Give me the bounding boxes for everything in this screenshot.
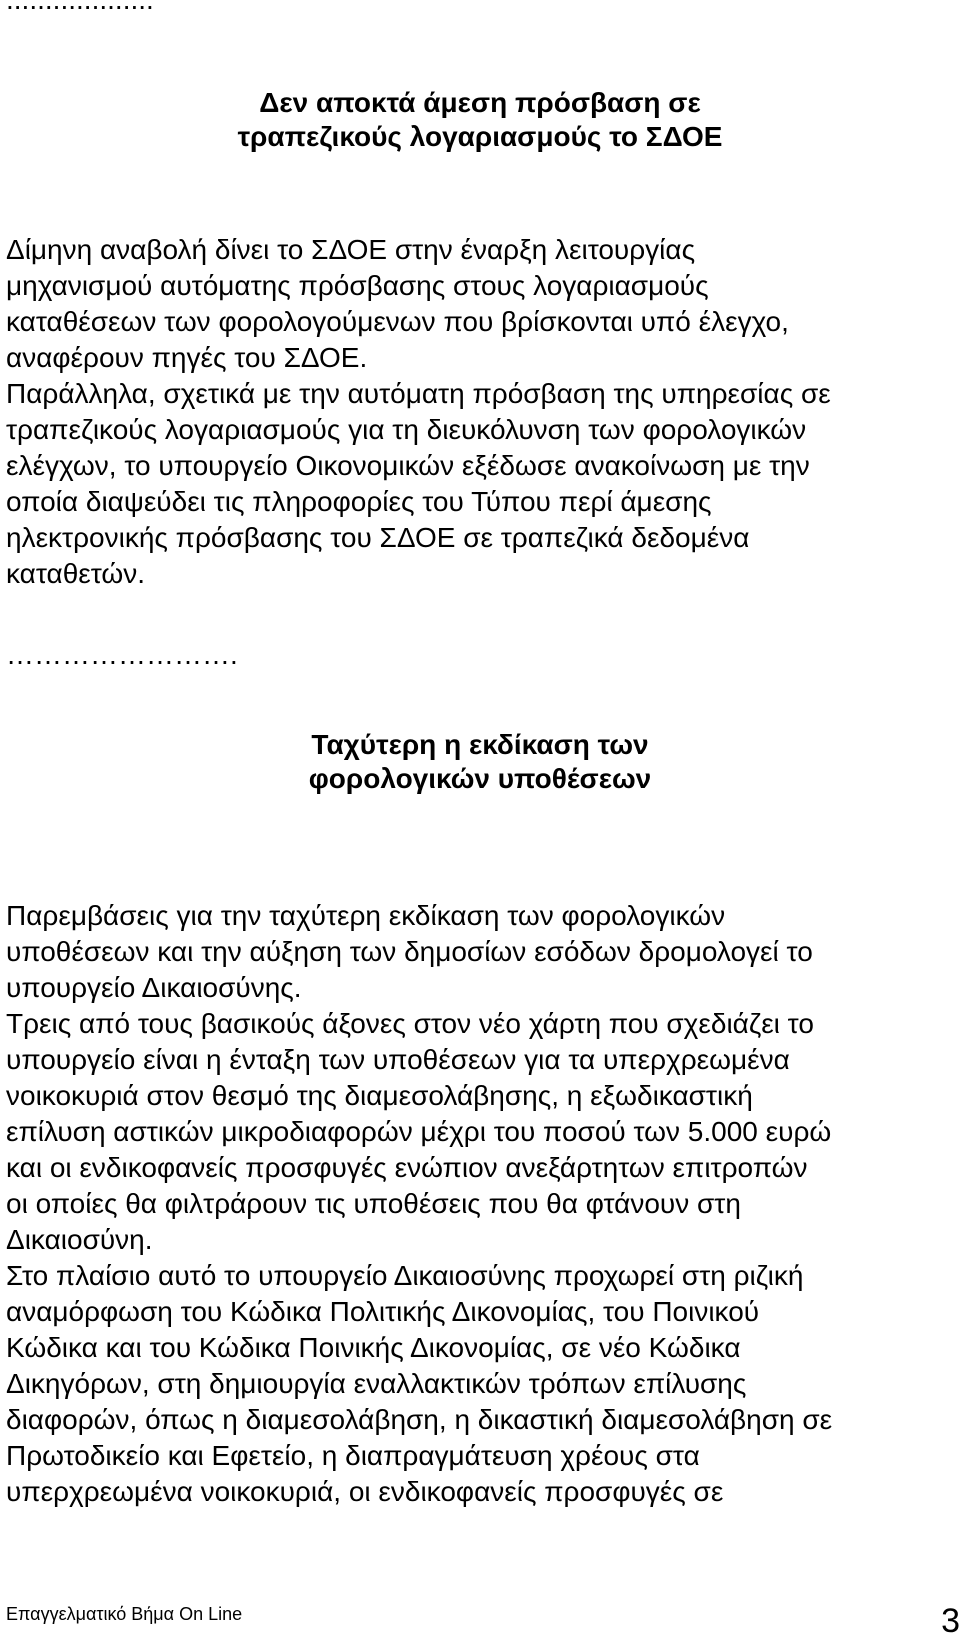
article-2-body: Παρεμβάσεις για την ταχύτερη εκδίκαση των φορολογικών υποθέσεων και την αύξηση των δημοσίων εσόδων δρομολογεί το υπουργείο Δικαιοσύνης. Τρεις από τους βασικούς άξονες στον νέο χάρτη που σχεδιάζει το υπουργείο είναι η ένταξη των υποθέσεων για τα υπερχρεωμένα νοικοκυριά στον θεσμό της διαμεσολάβησης, η εξωδικαστική επίλυση αστικών μικροδιαφορών μέχρι του ποσού των 5.000 ευρώ και οι ενδικοφανείς προσφυγές ενώπιον ανεξάρτητων επιτροπών οι οποίες θα φιλτράρουν τις υποθέσεις που θα φτάνουν στη Δικαιοσύνη. Στο πλαίσιο αυτό το υπουργείο Δικαιοσύνης προχωρεί στη ριζική αναμόρφωση του Κώδικα Πολιτικής Δικονομίας, του Ποινικού Κώδικα και του Κώδικα Ποινικής Δικονομίας, σε νέο Κώδικα Δικηγόρων, στη δημιουργία εναλλακτικών τρόπων επίλυσης διαφορών, όπως η διαμεσολάβηση, η δικαστική διαμεσολάβηση σε Πρωτοδικείο και Εφετείο, η διαπραγμάτευση χρέους στα υπερχρεωμένα νοικοκυριά, οι ενδικοφανείς προσφυγές σε [6, 900, 833, 1507]
article-2-title-line-1: Ταχύτερη η εκδίκαση των [311, 729, 649, 760]
article-1-title [0, 86, 960, 154]
article-1-body: Δίμηνη αναβολή δίνει το ΣΔΟΕ στην έναρξη λειτουργίας μηχανισμού αυτόματης πρόσβασης στους λογαριασμούς καταθέσεων των φορολογούμενων που βρίσκονται υπό έλεγχο, αναφέρουν πηγές του ΣΔΟΕ. Παράλληλα, σχετικά με την αυτόματη πρόσβαση της υπηρεσίας σε τραπεζικούς λογαριασμούς για τη διευκόλυνση των φορολογικών ελέγχων, το υπουργείο Οικονομικών εξέδωσε ανακοίνωση με την οποία διαψεύδει τις πληροφορίες του Τύπου περί άμεσης ηλεκτρονικής πρόσβασης του ΣΔΟΕ σε τραπεζικά δεδομένα καταθετών. [6, 234, 831, 589]
footer-source: Επαγγελματικό Βήμα On Line [6, 1604, 243, 1624]
page-number: 3 [941, 1602, 960, 1640]
article-2-title [0, 728, 960, 796]
article-1-title-line-2: τραπεζικούς λογαριασμούς το ΣΔΟΕ [237, 121, 723, 152]
article-2-title-line-2: φορολογικών υποθέσεων [308, 763, 652, 794]
article-separator: ……………………. [6, 639, 238, 670]
article-1-title-line-1: Δεν αποκτά άμεση πρόσβαση σε [259, 87, 701, 118]
top-dots-separator [6, 0, 154, 14]
